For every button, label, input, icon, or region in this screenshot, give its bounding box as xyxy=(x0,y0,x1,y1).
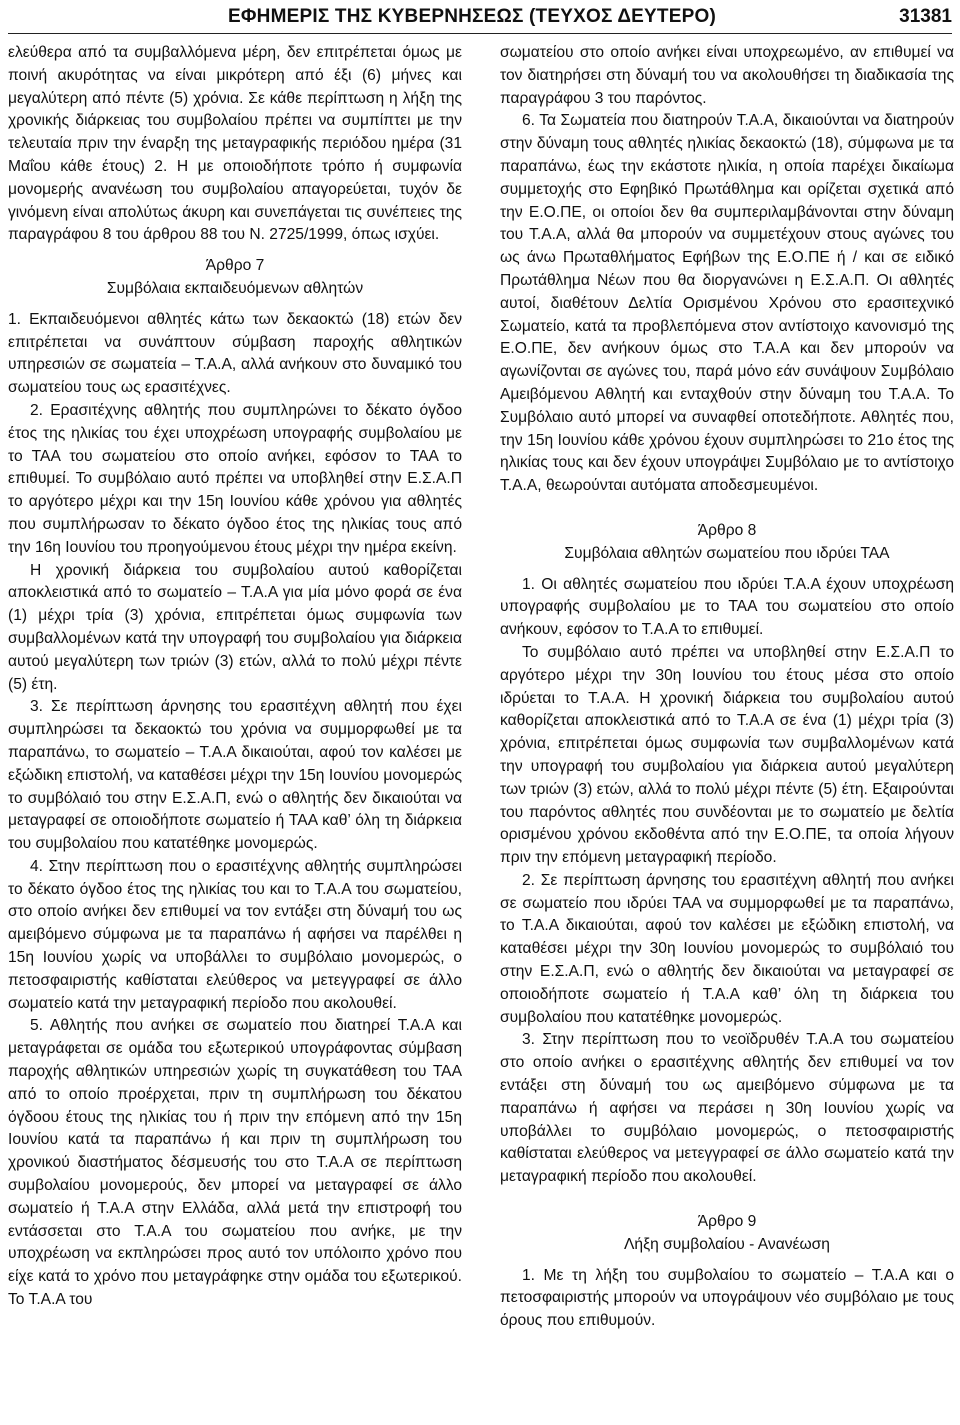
paragraph: σωματείου στο οποίο ανήκει είναι υποχρεωμένο, αν επιθυμεί να τον διατηρήσει στη δύναμή του να ακολουθήσει τη διαδικασία της παραγράφου 3 του παρόντος. xyxy=(500,44,954,107)
paragraph: 6. Τα Σωματεία που διατηρούν Τ.Α.Α, δικαιούνται να διατηρούν στην δύναμη τους αθλητές ηλικίας δεκαοκτώ (18), σύμφωνα με τα παραπάνω, έως την εκάστοτε ηλικία, η οποία παρέχει δικαίωμα συμμετοχής στο Εφηβικό Πρωτάθλημα και ορίζεται σχετικά από την Ε.Ο.ΠΕ, οι οποίοι δεν θα συμπεριλαμβάνονται στην δύναμη του Τ.Α.Α, αλλά θα μπορούν να συμμετέχουν στους αγώνες του ως άνω Πρωταθλήματος Εφήβων της Ε.Ο.ΠΕ ή / και σε ειδικό Πρωτάθλημα Νέων που θα διοργανώνει η Ε.Σ.Α.Π. Οι αθλητές αυτοί, διαθέτουν Δελτία Ορισμένου Χρόνου στο ερασιτεχνικό Σωματείο, κατά τα προβλεπόμενα στον αντίστοιχο κανονισμό της Ε.Ο.ΠΕ, δεν ανήκουν όμως στο Τ.Α.Α και δεν μπορούν να αγωνίζονται σε αγώνες του, παρά μόνο εάν συνάψουν Συμβόλαιο Αμειβόμενου Αθλητή και ενταχθούν στην δύναμη του Τ.Α.Α. Το Συμβόλαιο αυτό μπορεί να συναφθεί οποτεδήποτε. Αθλητές που, την 15η Ιουνίου κάθε χρόνου έχουν συμπληρώσει το 21ο έτος της ηλικίας τους και δεν έχουν υπογράψει Συμβόλαιο με το αντίστοιχο Τ.Α.Α, θεωρούνται αυτόματα αποδεσμευμένοι. xyxy=(500,112,954,495)
header-rule xyxy=(8,33,952,34)
left-column xyxy=(8,42,462,1312)
paragraph: 2. Ερασιτέχνης αθλητής που συμπληρώνει το δέκατο όγδοο έτος της ηλικίας του έχει υποχρέωση υπογραφής συμβολαίου με το ΤΑΑ του σωματείου στο οποίο ανήκει, εφόσον το ΤΑΑ το επιθυμεί. Το συμβόλαιο αυτό πρέπει να υποβληθεί στην Ε.Σ.Α.Π το αργότερο μέχρι και την 15η Ιουνίου κάθε χρόνου για αθλητές που συμπλήρωσαν το δέκατο όγδοο έτος της ηλικίας τους από την 16η Ιουνίου του προηγούμενου έτους μέχρι την ημέρα εκείνη. xyxy=(8,401,462,556)
paragraph: 5. Αθλητής που ανήκει σε σωματείο που διατηρεί Τ.Α.Α και μεταγράφεται σε ομάδα του εξωτερικού υπογράφοντας σύμβαση παροχής αθλητικών υπηρεσιών χωρίς τη συγκατάθεση του ΤΑΑ από το οποίο προέρχεται, πριν τη συμπλήρωση του δέκατου όγδοου έτους της ηλικίας του ή πριν την επόμενη από την 15η Ιουνίου κατά τα παραπάνω ή και πριν τη συμπλήρωση του χρονικού διαστήματος δέσμευσής του στο Τ.Α.Α σε περίπτωση συμβολαίου μονομερούς, δεν μπορεί να μεταγραφεί σε άλλο σωματείο ή Τ.Α.Α στην Ελλάδα, αλλά μετά την επιστροφή του εντάσσεται στο Τ.Α.Α του σωματείου που ανήκε, με την υποχρέωση να εκπληρώσει προς αυτό τον υπόλοιπο χρόνο που είχε κατά το χρόνο που μεταγράφηκε στην ομάδα του εξωτερικού. Το Τ.Α.Α του xyxy=(8,1017,462,1309)
article-9-subtitle: Λήξη συμβολαίου - Ανανέωση xyxy=(624,1235,830,1253)
page-number: 31381 xyxy=(899,6,952,27)
paragraph: 1. Με τη λήξη του συμβολαίου το σωματείο – Τ.Α.Α και ο πετοσφαιριστής μπορούν να υπογράψουν νέο συμβόλαιο με τους όρους που επιθυμούν. xyxy=(500,1266,954,1330)
paragraph: Η χρονική διάρκεια του συμβολαίου αυτού καθορίζεται αποκλειστικά από το σωματείο – Τ.Α.Α για μία μόνο φορά σε ένα (1) μέχρι τρία (3) χρόνια, επιτρέπεται όμως συμφωνία των συμβαλλομένων κατά την υπογραφή του συμβολαίου για διάρκεια αυτού μεγαλύτερη των τριών (3) ετών, αλλά το πολύ μέχρι πέντε (5) έτη. xyxy=(8,561,462,693)
article-7-subtitle: Συμβόλαια εκπαιδευόμενων αθλητών xyxy=(106,279,364,297)
paragraph: 3. Στην περίπτωση που το νεοϊδρυθέν Τ.Α.Α του σωματείου στο οποίο ανήκει ο ερασιτέχνης αθλητής δεν επιθυμεί να τον εντάξει στη δύναμή του ως αμειβόμενο σύμφωνα με τα παραπάνω ή αφήσει να περάσει η 30η Ιουνίου χωρίς να υποβάλλει το συμβόλαιο μονομερώς, ο πετοσφαιριστής καθίσταται ελεύθερος να μετεγγραφεί σε άλλο σωματείο κατά την μεταγραφική περίοδο που ακολουθεί. xyxy=(500,1031,954,1186)
paragraph: 4. Στην περίπτωση που ο ερασιτέχνης αθλητής συμπληρώσει το δέκατο όγδοο έτος της ηλικίας του και το Τ.Α.Α του σωματείου, στο οποίο ανήκει δεν επιθυμεί να τον εντάξει στη δύναμή του ως αμειβόμενο σύμφωνα με τα παραπάνω ή αφήσει να παρέλθει η 15η Ιουνίου χωρίς να υποβάλλει το συμβόλαιο μονομερώς, ο πετοσφαιριστής καθίσταται ελεύθερος να μετεγγραφεί σε άλλο σωματείο κατά την μεταγραφική περίοδο που ακολουθεί. xyxy=(8,857,462,1012)
paragraph: 1. Εκπαιδευόμενοι αθλητές κάτω των δεκαοκτώ (18) ετών δεν επιτρέπεται να συνάπτουν σύμβαση παροχής αθλητικών υπηρεσιών σε σωματεία – Τ.Α.Α, αλλά ανήκουν στο δυναμικό του σωματείου τους ως ερασιτέχνες. xyxy=(8,310,462,397)
page-header xyxy=(0,0,960,36)
right-column xyxy=(500,42,954,1333)
article-9-title: Άρθρο 9 xyxy=(697,1213,757,1231)
paragraph: Το συμβόλαιο αυτό πρέπει να υποβληθεί στην Ε.Σ.Α.Π το αργότερο μέχρι την 30η Ιουνίου του έτους μέσα στο οποίο ιδρύεται το Τ.Α.Α. Η χρονική διάρκεια του συμβολαίου αυτού καθορίζεται αποκλειστικά από το Τ.Α.Α σε ένα (1) μέχρι τρία (3) χρόνια, επιτρέπεται όμως συμφωνία των συμβαλλομένων κατά την υπογραφή του συμβολαίου για διάρκεια αυτού μεγαλύτερη των τριών (3) ετών, αλλά το πολύ μέχρι πέντε (5) έτη. Εξαιρούνται του παρόντος αθλητές που συνδέονται με το σωματείο με δελτία ορισμένου χρόνου εκδοθέντα από την Ε.Ο.ΠΕ, τα οποία λήγουν πριν την επόμενη μεταγραφική περίοδο. xyxy=(500,643,954,867)
paragraph: 2. Σε περίπτωση άρνησης του ερασιτέχνη αθλητή που ανήκει σε σωματείο που ιδρύει ΤΑΑ να συμμορφωθεί με τα παραπάνω, το Τ.Α.Α δικαιούται, αφού τον καλέσει με εξώδικη επιστολή, να καταθέσει μέχρι την 30η Ιουνίου μονομερώς το συμβόλαιό του στην Ε.Σ.Α.Π, ενώ ο αθλητής δεν δικαιούται να μεταγραφεί σε οποιοδήποτε σωματείο ή Τ.Α.Α καθ’ όλη τη διάρκεια του συμβολαίου που κατατέθηκε μονομερώς. xyxy=(500,871,954,1026)
paragraph: 3. Σε περίπτωση άρνησης του ερασιτέχνη αθλητή που έχει συμπληρώσει τα δεκαοκτώ του χρόνια να συμμορφωθεί με τα παραπάνω, το σωματείο – Τ.Α.Α δικαιούται, αφού τον καλέσει με εξώδικη επιστολή, να καταθέσει μέχρι την 15η Ιουνίου μονομερώς το συμβόλαιό του στην Ε.Σ.Α.Π, ενώ ο αθλητής δεν δικαιούται να μεταγραφεί σε οποιοδήποτε σωματείο ή ΤΑΑ καθ’ όλη τη διάρκεια του συμβολαίου που κατατέθηκε μονομερώς. xyxy=(8,698,462,853)
paragraph: 1. Οι αθλητές σωματείου που ιδρύει Τ.Α.Α έχουν υποχρέωση υπογραφής συμβολαίου με το ΤΑΑ του σωματείου στο οποίο ανήκουν, εφόσον το Τ.Α.Α το επιθυμεί. xyxy=(500,575,954,639)
paragraph: ελεύθερα από τα συμβαλλόμενα μέρη, δεν επιτρέπεται όμως με ποινή ακυρότητας να είναι μικρότερη από έξι (6) μήνες και μεγαλύτερη από πέντε (5) χρόνια. Σε κάθε περίπτωση η λήξη της χρονικής διάρκειας του συμβολαίου πρέπει να συμπίπτει με την τελευταία πριν την έναρξη της μεταγραφικής περιόδου ημέρα (31 Μαΐου κάθε έτους) 2. Η με οποιοδήποτε τρόπο ή συμφωνία μονομερής ανανέωση του συμβολαίου απαγορεύεται, τυχόν δε γινόμενη είναι απολύτως άκυρη και συνεπάγεται τις συνέπειες της παραγράφου 8 του άρθρου 88 του Ν. 2725/1999, όπως ισχύει. xyxy=(8,44,462,244)
gazette-title: ΕΦΗΜΕΡΙΣ ΤΗΣ ΚΥΒΕΡΝΗΣΕΩΣ (ΤΕΥΧΟΣ ΔΕΥΤΕΡΟ) xyxy=(228,6,716,27)
article-7-title: Άρθρο 7 xyxy=(205,257,265,275)
article-8-subtitle: Συμβόλαια αθλητών σωματείου που ιδρύει ΤΑΑ xyxy=(564,544,890,562)
article-8-title: Άρθρο 8 xyxy=(697,521,757,539)
